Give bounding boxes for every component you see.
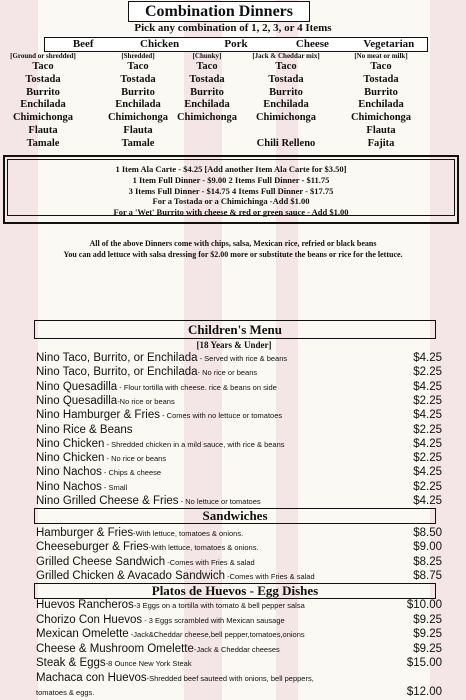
item-price: $12.00 xyxy=(406,686,442,698)
menu-item: Flauta xyxy=(123,124,153,136)
item-description: - Shredded chicken in a mild sauce, with rice & beans xyxy=(104,439,285,449)
menu-item: Taco xyxy=(127,61,149,72)
item-price: $4.25 xyxy=(413,466,442,479)
menu-row xyxy=(36,569,442,583)
item-price: $2.25 xyxy=(413,452,442,465)
menu-row xyxy=(36,408,442,422)
item-price: $8.75 xyxy=(413,569,442,582)
menu-row xyxy=(36,671,442,685)
item-description: -8 Ounce New York Steak xyxy=(105,659,192,668)
menu-item: Taco xyxy=(196,61,218,72)
section-title-childrens: Children's Menu xyxy=(34,320,436,339)
item-price: $8.25 xyxy=(413,555,442,568)
item-description: -3 Eggs on a tortilla with tomato & bell pepper salsa xyxy=(133,601,305,610)
pricing-line: For a Tostada or a Chimichinga -Add $1.00 xyxy=(152,196,310,207)
menu-item: Chimichonga xyxy=(350,112,412,124)
item-description: -With lettuce, tomatoes & onions. xyxy=(148,543,259,553)
column-header-pork: Pork xyxy=(224,38,248,50)
item-name: Nino Quesadilla xyxy=(36,394,118,407)
item-price: $2.25 xyxy=(413,394,442,407)
item-price: $2.25 xyxy=(413,480,442,493)
item-name: Nino Taco, Burrito, or Enchilada xyxy=(36,352,198,364)
item-name: Nino Chicken xyxy=(36,452,105,465)
item-name: Nino Nachos xyxy=(36,466,102,479)
menu-item: Tamale xyxy=(26,137,60,149)
menu-row xyxy=(36,685,442,699)
menu-item: Burrito xyxy=(190,86,224,98)
column-header-bar xyxy=(44,37,428,52)
section-title-sandwiches: Sandwiches xyxy=(34,508,436,524)
column-note: [Chunky] xyxy=(192,52,222,60)
item-description: - No lettuce or tomatoes xyxy=(178,497,261,506)
item-description: -Jack&Cheddar cheese,bell pepper,tomatoes,onions xyxy=(128,630,305,639)
menu-row xyxy=(36,394,442,408)
item-description: -With lettuce, tomatoes & onions. xyxy=(133,529,244,538)
menu-row xyxy=(36,423,442,437)
item-name: Mexican Omelette xyxy=(36,628,129,640)
pricing-line: 3 Items Full Dinner - $14.75 4 Items Full Dinner - $17.75 xyxy=(128,185,334,196)
column-vegetarian xyxy=(340,52,422,151)
item-name: Huevos Rancheros xyxy=(36,599,134,611)
item-price: $4.25 xyxy=(413,437,442,450)
menu-item: Chimichonga xyxy=(255,112,317,124)
item-price: $15.00 xyxy=(406,657,442,669)
menu-row xyxy=(36,540,442,554)
menu-row xyxy=(36,437,442,451)
menu-item: Chimichonga xyxy=(12,112,74,124)
menu-item: Tostada xyxy=(363,73,399,85)
menu-item: Enchilada xyxy=(20,99,66,111)
item-name: Nino Taco, Burrito, or Enchilada xyxy=(36,366,198,379)
column-header-cheese: Cheese xyxy=(295,38,329,50)
menu-item: Taco xyxy=(370,61,392,72)
item-description: - No rice or beans xyxy=(197,368,258,378)
item-name: Nino Quesadilla xyxy=(36,380,118,393)
menu-row xyxy=(36,526,442,540)
menu-row xyxy=(36,598,442,612)
column-note: [Jack & Cheddar mix] xyxy=(252,52,320,60)
item-price: $4.25 xyxy=(413,352,442,364)
column-note: [Ground or shredded] xyxy=(10,52,76,60)
item-price: $4.25 xyxy=(413,380,442,393)
menu-item: Enchilada xyxy=(115,99,161,111)
menu-item: Burrito xyxy=(26,86,60,98)
item-price: $9.25 xyxy=(413,628,442,640)
item-description: tomatoes & eggs. xyxy=(36,688,95,697)
item-price: $9.25 xyxy=(413,613,442,626)
item-price: $9.00 xyxy=(413,541,442,554)
item-name: Chorizo Con Huevos xyxy=(36,613,143,626)
item-price: $10.00 xyxy=(406,599,442,611)
item-name: Grilled Cheese Sandwich xyxy=(36,555,166,568)
page-title: Combination Dinners xyxy=(128,1,310,22)
item-description: - No rice or beans xyxy=(104,454,167,464)
item-description: -Comes with Fries & salad xyxy=(165,557,255,567)
menu-item: Chimichonga xyxy=(176,112,238,124)
item-name: Cheeseburger & Fries xyxy=(36,541,149,554)
item-name: Nino Rice & Beans xyxy=(36,423,133,436)
item-price: $2.25 xyxy=(413,423,442,436)
item-name: Machaca con Huevos xyxy=(36,671,147,684)
menu-item: Chili Relleno xyxy=(256,137,316,149)
column-beef xyxy=(2,52,84,151)
menu-row xyxy=(36,480,442,494)
item-description: -Comes with Fries & salad xyxy=(225,571,315,581)
item-description: -Jack & Cheddar cheeses xyxy=(193,644,280,654)
item-price: $9.25 xyxy=(413,642,442,655)
menu-item: Tamale xyxy=(121,137,155,149)
dinner-note: You can add lettuce with salsa dressing for $2.00 more or substitute the beans or rice for the lettuce. xyxy=(63,250,403,259)
item-description: - Chips & cheese xyxy=(101,468,162,478)
menu-item: Fajita xyxy=(367,137,395,149)
page-subtitle: Pick any combination of 1, 2, 3, or 4 Items xyxy=(134,22,332,34)
menu-row xyxy=(36,351,442,365)
menu-item: Enchilada xyxy=(184,99,230,111)
menu-item: Enchilada xyxy=(358,99,404,111)
column-header-beef: Beef xyxy=(72,38,94,50)
item-description: -No rice or beans xyxy=(117,396,175,406)
menu-row xyxy=(36,555,442,569)
menu-item: Burrito xyxy=(269,86,303,98)
section-title-eggs: Platos de Huevos - Egg Dishes xyxy=(34,583,436,599)
menu-row xyxy=(36,451,442,465)
menu-item: Tostada xyxy=(25,73,61,85)
item-description: - Comes with no lettuce or tomatoes xyxy=(159,411,283,421)
column-note: [Shredded] xyxy=(121,52,155,60)
item-name: Nino Grilled Cheese & Fries xyxy=(36,495,179,507)
item-name: Cheese & Mushroom Omelette xyxy=(36,642,194,655)
menu-item: Chimichonga xyxy=(107,112,169,124)
menu-row xyxy=(36,365,442,379)
menu-row xyxy=(36,627,442,641)
item-description: -Shredded beef sauteed with onions, bell peppers, xyxy=(146,673,314,683)
pricing-box xyxy=(3,155,459,224)
item-price: $8.50 xyxy=(413,527,442,539)
menu-row xyxy=(36,380,442,394)
menu-item xyxy=(245,125,327,138)
column-cheese xyxy=(245,52,327,151)
menu-item: Taco xyxy=(32,61,54,72)
menu-row xyxy=(36,613,442,627)
childrens-age-note: [18 Years & Under] xyxy=(196,340,272,350)
menu-item: Tostada xyxy=(120,73,156,85)
item-price: $4.25 xyxy=(413,409,442,422)
item-price: $2.25 xyxy=(413,366,442,379)
item-name: Nino Nachos xyxy=(36,480,102,493)
column-header-vegetarian: Vegetarian xyxy=(363,38,415,50)
menu-item: Burrito xyxy=(121,86,155,98)
column-header-chicken: Chicken xyxy=(140,38,180,50)
item-name: Nino Chicken xyxy=(36,437,105,450)
menu-row xyxy=(36,656,442,670)
dinner-note: All of the above Dinners come with chips, salsa, Mexican rice, refried or black beans xyxy=(89,239,377,248)
column-note: [No meat or milk] xyxy=(354,52,408,60)
menu-row xyxy=(36,465,442,479)
menu-item: Tostada xyxy=(268,73,304,85)
item-description: - Small xyxy=(101,482,128,492)
pricing-line: 1 Item Ala Carte - $4.25 [Add another Item Ala Carte for $3.50] xyxy=(115,164,347,174)
column-pork xyxy=(166,52,248,125)
menu-item: Flauta xyxy=(366,124,396,136)
menu-item: Flauta xyxy=(28,124,58,136)
item-description: - Served with rice & beans xyxy=(197,354,288,363)
pricing-line: For a 'Wet' Burrito with cheese & red or green sauce - Add $1.00 xyxy=(113,207,349,218)
menu-row xyxy=(36,494,442,508)
menu-item: Enchilada xyxy=(263,99,309,111)
menu-row xyxy=(36,642,442,656)
menu-item: Taco xyxy=(275,61,297,72)
item-name: Hamburger & Fries xyxy=(36,527,134,539)
item-name: Grilled Chicken & Avacado Sandwich xyxy=(36,569,226,582)
item-name: Nino Hamburger & Fries xyxy=(36,409,160,422)
menu-item: Burrito xyxy=(364,86,398,98)
item-description: - Flour tortilla with cheese. rice & beans on side xyxy=(117,382,277,392)
item-description: - 3 Eggs scrambled with Mexican sausage xyxy=(142,615,285,625)
item-name: Steak & Eggs xyxy=(36,657,106,669)
pricing-line: 1 Item Full Dinner - $9.00 2 Items Full Dinner - $11.75 xyxy=(132,174,330,185)
item-price: $4.25 xyxy=(413,495,442,507)
menu-item: Tostada xyxy=(189,73,225,85)
